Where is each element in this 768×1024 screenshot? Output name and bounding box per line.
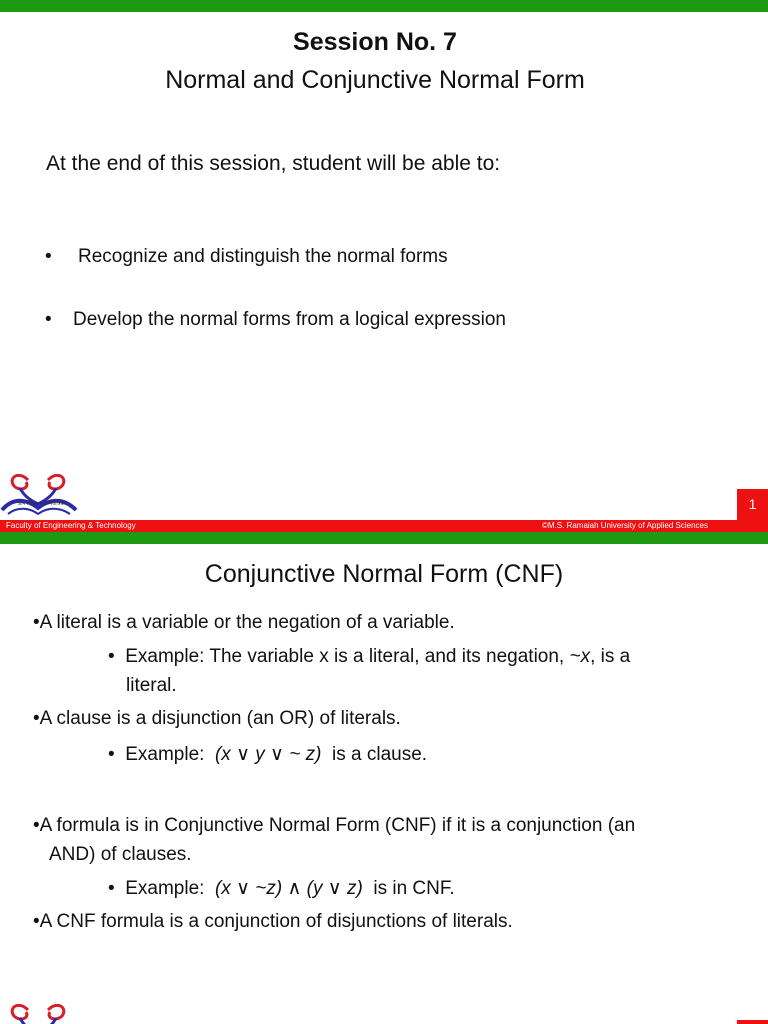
divider-green-bar [0,532,768,544]
formula-example-expr: (x ∨ ~z) ∧ (y ∨ z) [214,878,363,899]
logo-caption: ज्ञान विज्ञान व अभियांत्रिकी [18,501,66,507]
bullet-formula-def: •A formula is in Conjunctive Normal Form (CNF) if it is a conjunction (an [33,815,636,836]
bullet-literal-def: •A literal is a variable or the negation of a variable. [33,612,455,633]
bullet-clause-def: •A clause is a disjunction (an OR) of literals. [33,708,401,729]
clause-definition: A clause is a disjunction (an OR) of literals. [39,708,401,729]
slide-subtitle: Normal and Conjunctive Normal Form [165,66,585,94]
footer-bar [0,520,768,532]
top-green-bar [0,0,768,12]
clause-example-label: Example: [125,744,205,765]
bullet-cnf-def: •A CNF formula is a conjunction of disjunctions of literals. [33,911,513,932]
bullet-clause-example: • Example: (x ∨ y ∨ ~ z) is a clause. [108,744,428,765]
university-logo [0,470,78,520]
literal-example-text-b: , is a [590,646,631,667]
clause-example-tail: is a clause. [332,744,428,765]
footer-faculty: Faculty of Engineering & Technology [6,521,136,530]
literal-example-var: ~x [569,646,591,667]
literal-definition: A literal is a variable or the negation of a variable. [39,612,455,633]
cnf-definition: A CNF formula is a conjunction of disjunctions of literals. [39,911,513,932]
bullet-literal-example: • Example: The variable x is a literal, and its negation, ~x, is a [108,646,631,667]
page-number-tab [737,1020,768,1024]
formula-definition-continuation: AND) of clauses. [49,844,192,865]
bullet-dot: • [45,309,52,330]
slide-title: Session No. 7 [293,28,457,56]
formula-example-label: Example: [125,878,205,899]
university-logo [0,1000,78,1024]
intro-text: At the end of this session, student will be able to: [46,152,501,175]
footer-copyright: ©M.S. Ramaiah University of Applied Sciences [542,521,708,530]
objective-1: Recognize and distinguish the normal forms [78,246,448,267]
clause-example-expr: (x ∨ y ∨ ~ z) [214,744,322,765]
literal-example-continuation: literal. [126,675,177,696]
bullet-dot: • [45,246,52,267]
bullet-formula-example: • Example: (x ∨ ~z) ∧ (y ∨ z) is in CNF. [108,878,455,899]
formula-definition: A formula is in Conjunctive Normal Form (CNF) if it is a conjunction (an [39,815,636,836]
formula-example-tail: is in CNF. [373,878,455,899]
objective-2: Develop the normal forms from a logical expression [73,309,506,330]
slide-title: Conjunctive Normal Form (CNF) [204,560,564,588]
literal-example-text: Example: The variable x is a literal, and its negation, [125,646,565,667]
page-number: 1 [737,489,768,520]
